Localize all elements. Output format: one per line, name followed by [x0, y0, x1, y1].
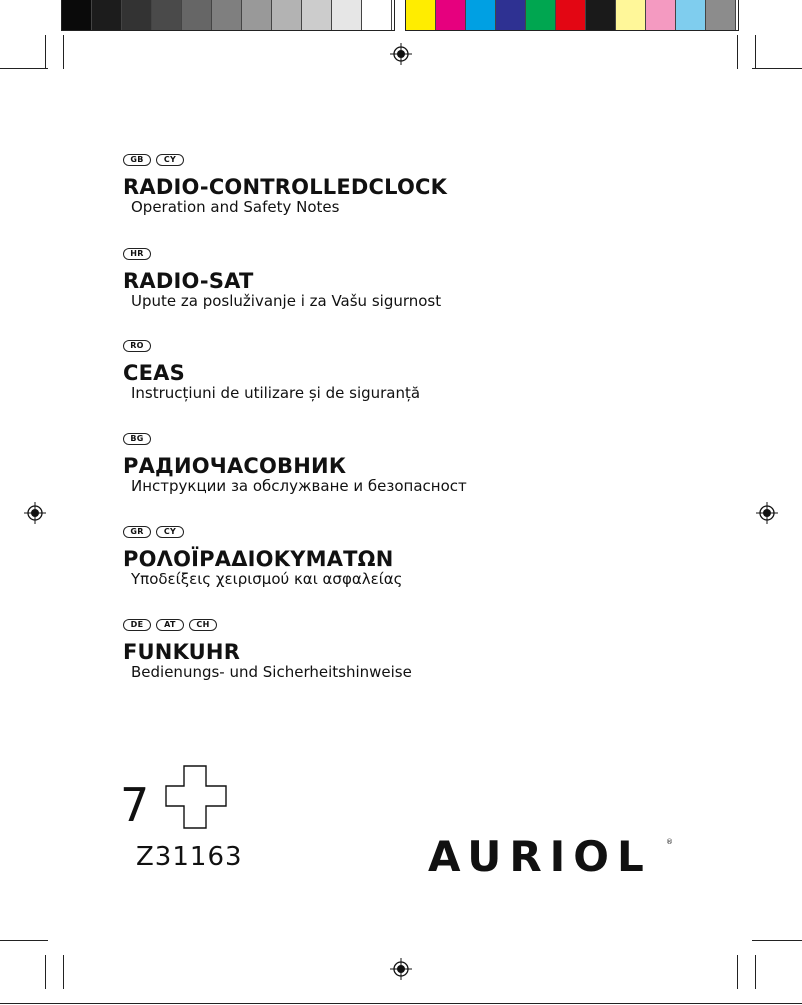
section-subtitle: Upute za posluživanje i za Vašu sigurnost — [131, 292, 442, 310]
section-bg — [123, 433, 467, 495]
registered-mark: ® — [666, 838, 673, 846]
country-badges — [123, 248, 441, 262]
color-bar-frame — [405, 0, 739, 31]
section-title: RADIO-SAT — [123, 269, 254, 293]
country-badge: CY — [156, 154, 184, 166]
cross-icon — [165, 765, 227, 829]
country-badge: CH — [189, 619, 217, 631]
country-badge: GR — [123, 526, 151, 538]
crop-mark — [45, 35, 46, 69]
country-badges — [123, 154, 447, 168]
grayscale-bar-frame — [61, 0, 395, 31]
country-badges — [123, 433, 467, 447]
section-title: ΡΟΛΟΪΡΑΔΙΟΚΥΜΑΤΩΝ — [123, 547, 394, 571]
country-badge: CY — [156, 526, 184, 538]
country-badge: GB — [123, 154, 151, 166]
page-edge-line — [0, 1003, 802, 1004]
crop-mark — [755, 35, 756, 69]
crop-mark — [755, 955, 756, 989]
section-title: CEAS — [123, 361, 185, 385]
section-de — [123, 619, 412, 681]
country-badge: DE — [123, 619, 151, 631]
crop-mark — [0, 68, 48, 69]
crop-mark — [63, 955, 64, 989]
country-badges — [123, 526, 402, 540]
country-badge: HR — [123, 248, 151, 260]
crop-mark — [63, 35, 64, 69]
crop-mark — [0, 940, 48, 941]
brand-logo: AURIOL — [428, 832, 652, 881]
crop-mark — [737, 35, 738, 69]
registration-mark-icon — [24, 502, 46, 524]
country-badge: AT — [156, 619, 184, 631]
section-title: FUNKUHR — [123, 640, 241, 664]
section-ro — [123, 340, 420, 402]
section-subtitle: Instrucțiuni de utilizare și de siguranță — [131, 384, 421, 402]
section-title: РАДИОЧАСОВНИК — [123, 454, 347, 478]
section-subtitle: Bedienungs- und Sicherheitshinweise — [131, 663, 412, 681]
crop-mark — [752, 68, 802, 69]
registration-mark-icon — [390, 43, 412, 65]
section-subtitle: Инструкции за обслужване и безопасност — [131, 477, 467, 495]
country-badge: RO — [123, 340, 151, 352]
section-hr — [123, 248, 441, 310]
crop-mark — [737, 955, 738, 989]
section-subtitle: Υποδείξεις χειρισμού και ασφαλείας — [131, 570, 403, 588]
section-subtitle: Operation and Safety Notes — [131, 198, 340, 216]
model-number: 7 — [120, 778, 150, 832]
crop-mark — [45, 955, 46, 989]
country-badge: BG — [123, 433, 151, 445]
registration-mark-icon — [390, 958, 412, 980]
section-title: RADIO-CONTROLLEDCLOCK — [123, 175, 448, 199]
country-badges — [123, 340, 420, 354]
country-badges — [123, 619, 412, 633]
section-gb — [123, 154, 447, 216]
article-number: Z31163 — [136, 842, 243, 872]
registration-mark-icon — [756, 502, 778, 524]
crop-mark — [752, 940, 802, 941]
section-gr — [123, 526, 402, 588]
